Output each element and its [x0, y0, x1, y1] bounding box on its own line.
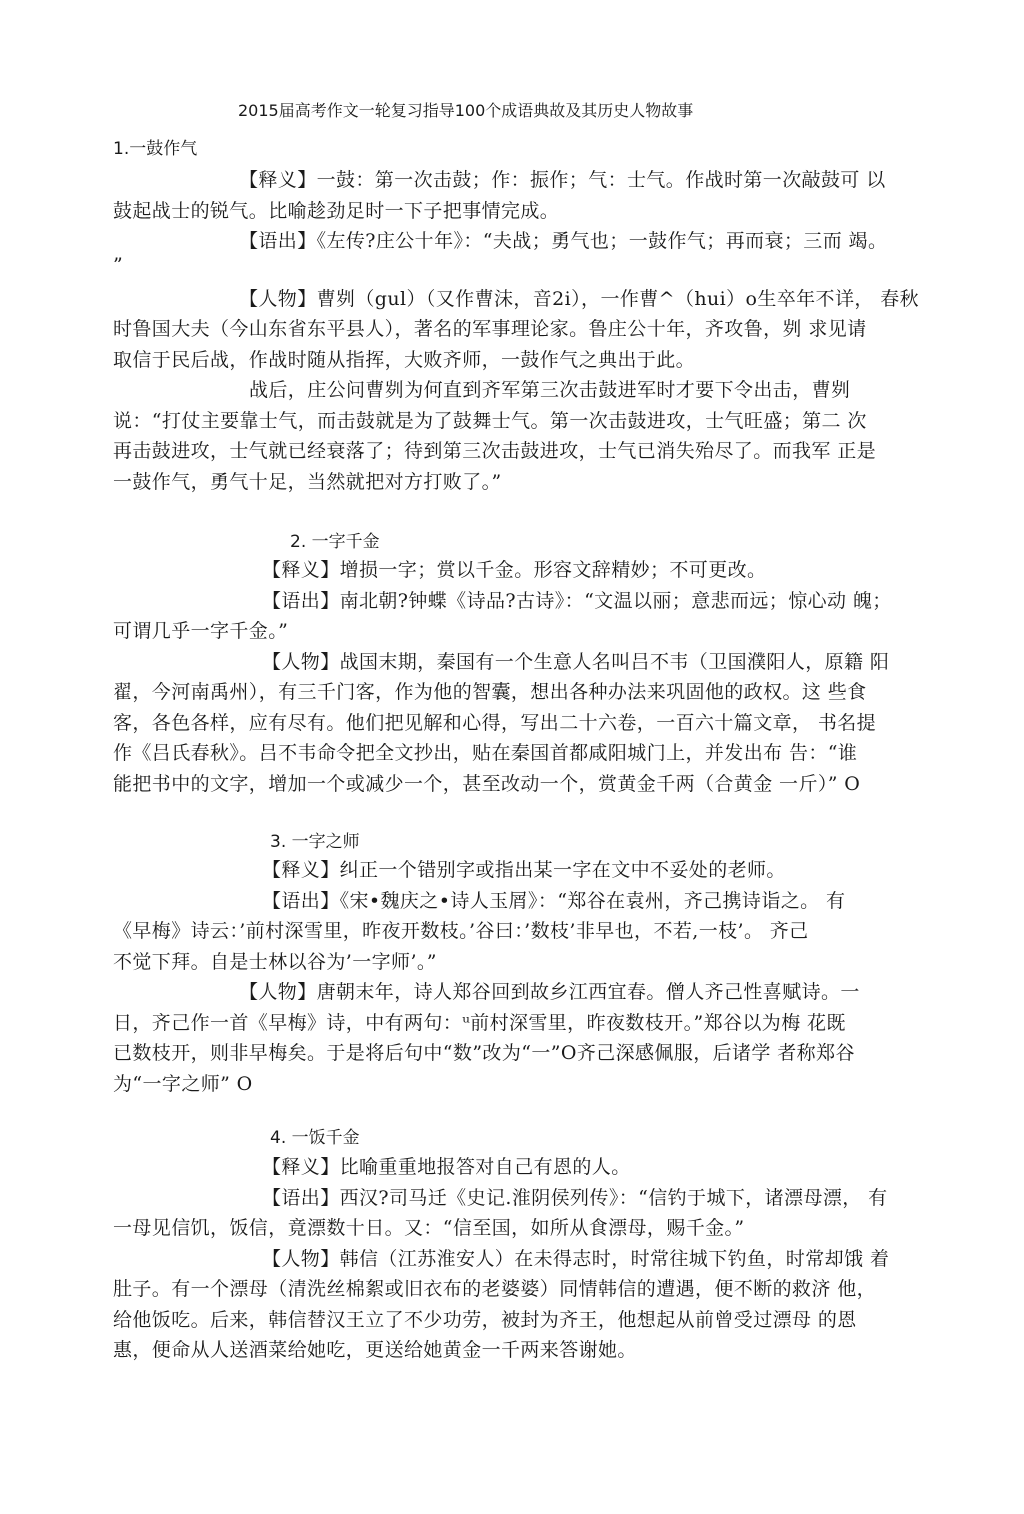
paragraph-line: 【释义】比喻重重地报答对自己有恩的人。: [262, 1156, 631, 1178]
paragraph-line: ”: [113, 254, 124, 276]
paragraph-line: 【人物】韩信（江苏淮安人）在未得志时，时常往城下钓鱼，时常却饿 着: [262, 1248, 890, 1270]
paragraph-line: 惠，便命从人送酒菜给她吃，更送给她黄金一千两来答谢她。: [113, 1339, 637, 1361]
paragraph-line: 已数枝开，则非早梅矣。于是将后句中“数”改为“一”O齐己深感佩服，后诸学 者称郑谷: [113, 1042, 855, 1064]
paragraph-line: 时鲁国大夫（今山东省东平县人），著名的军事理论家。鲁庄公十年，齐攻鲁，刿 求见请: [113, 318, 867, 340]
paragraph-line: 日，齐己作一首《早梅》诗，中有两句：ᵘ前村深雪里，昨夜数枝开。”郑谷以为梅 花既: [113, 1012, 846, 1034]
paragraph-line: 【语出】西汉?司马迁《史记.淮阴侯列传》：“信钓于城下，诸漂母漂， 有: [262, 1187, 888, 1209]
paragraph-line: 给他饭吃。后来，韩信替汉王立了不少功劳，被封为齐王，他想起从前曾受过漂母 的恩: [113, 1309, 857, 1331]
paragraph-line: 【人物】战国末期，秦国有一个生意人名叫吕不韦（卫国濮阳人，原籍 阳: [262, 651, 890, 673]
paragraph-line: 鼓起战士的锐气。比喻趁劲足时一下子把事情完成。: [113, 200, 560, 222]
paragraph-line: 【释义】一鼓：第一次击鼓；作：振作；气：士气。作战时第一次敲鼓可 以: [239, 169, 886, 191]
paragraph-line: 作《吕氏春秋》。吕不韦命令把全文抄出，贴在秦国首都咸阳城门上，并发出布 告：“谁: [113, 742, 858, 764]
paragraph-line: 肚子。有一个漂母（清洗丝棉絮或旧衣布的老婆婆）同情韩信的遭遇，便不断的救济 他，: [113, 1278, 877, 1300]
section-heading: 3. 一字之师: [270, 832, 360, 852]
section-heading: 1.一鼓作气: [113, 139, 198, 159]
section-heading: 4. 一饭千金: [270, 1128, 360, 1148]
paragraph-line: 【释义】增损一字；赏以千金。形容文辞精妙；不可更改。: [262, 559, 767, 581]
paragraph-line: 再击鼓进攻，士气就已经衰落了；待到第三次击鼓进攻，士气已消失殆尽了。而我军 正是: [113, 440, 877, 462]
paragraph-line: 为“一字之师” O: [113, 1073, 253, 1095]
paragraph-line: 不觉下拜。自是士林以谷为’一字师’。”: [113, 951, 437, 973]
document-title: 2015届高考作文一轮复习指导100个成语典故及其历史人物故事: [238, 101, 694, 120]
paragraph-line: 翟，今河南禹州），有三千门客，作为他的智囊，想出各种办法来巩固他的政权。这 些食: [113, 681, 867, 703]
paragraph-line: 客，各色各样，应有尽有。他们把见解和心得，写出二十六卷，一百六十篇文章， 书名提: [113, 712, 877, 734]
paragraph-line: 【语出】《宋•魏庆之•诗人玉屑》：“郑谷在袁州，齐己携诗诣之。 有: [262, 890, 846, 912]
paragraph-line: 一母见信饥，饭信，竟漂数十日。又：“信至国，如所从食漂母，赐千金。”: [113, 1217, 745, 1239]
paragraph-line: 战后，庄公问曹刿为何直到齐军第三次击鼓进军时才要下令出击，曹刿: [249, 379, 851, 401]
paragraph-line: 取信于民后战，作战时随从指挥，大败齐师，一鼓作气之典出于此。: [113, 349, 696, 371]
section-heading: 2. 一字千金: [290, 532, 380, 552]
paragraph-line: 《早梅》诗云：’前村深雪里，昨夜开数枝。’谷曰：’数枝’非早也，不若,一枝’。 齐己: [113, 920, 809, 942]
paragraph-line: 可谓几乎一字千金。”: [113, 620, 289, 642]
paragraph-line: 【语出】《左传?庄公十年》：“夫战；勇气也；一鼓作气；再而衰；三而 竭。: [239, 230, 888, 252]
paragraph-line: 【人物】曹刿（gul）（又作曹沫，音2i），一作曹^（hui）o生卒年不详， 春秋: [239, 288, 919, 310]
paragraph-line: 说：“打仗主要靠士气，而击鼓就是为了鼓舞士气。第一次击鼓进攻，士气旺盛；第二 次: [113, 410, 867, 432]
paragraph-line: 能把书中的文字，增加一个或减少一个，甚至改动一个，赏黄金千两（合黄金 一斤）” O: [113, 773, 861, 795]
paragraph-line: 【人物】唐朝末年，诗人郑谷回到故乡江西宜春。僧人齐己性喜赋诗。一: [239, 981, 860, 1003]
paragraph-line: 一鼓作气，勇气十足，当然就把对方打败了。”: [113, 471, 502, 493]
paragraph-line: 【语出】南北朝?钟蝶《诗品?古诗》：“文温以丽；意悲而远；惊心动 魄；: [262, 590, 892, 612]
paragraph-line: 【释义】纠正一个错别字或指出某一字在文中不妥处的老师。: [262, 859, 786, 881]
